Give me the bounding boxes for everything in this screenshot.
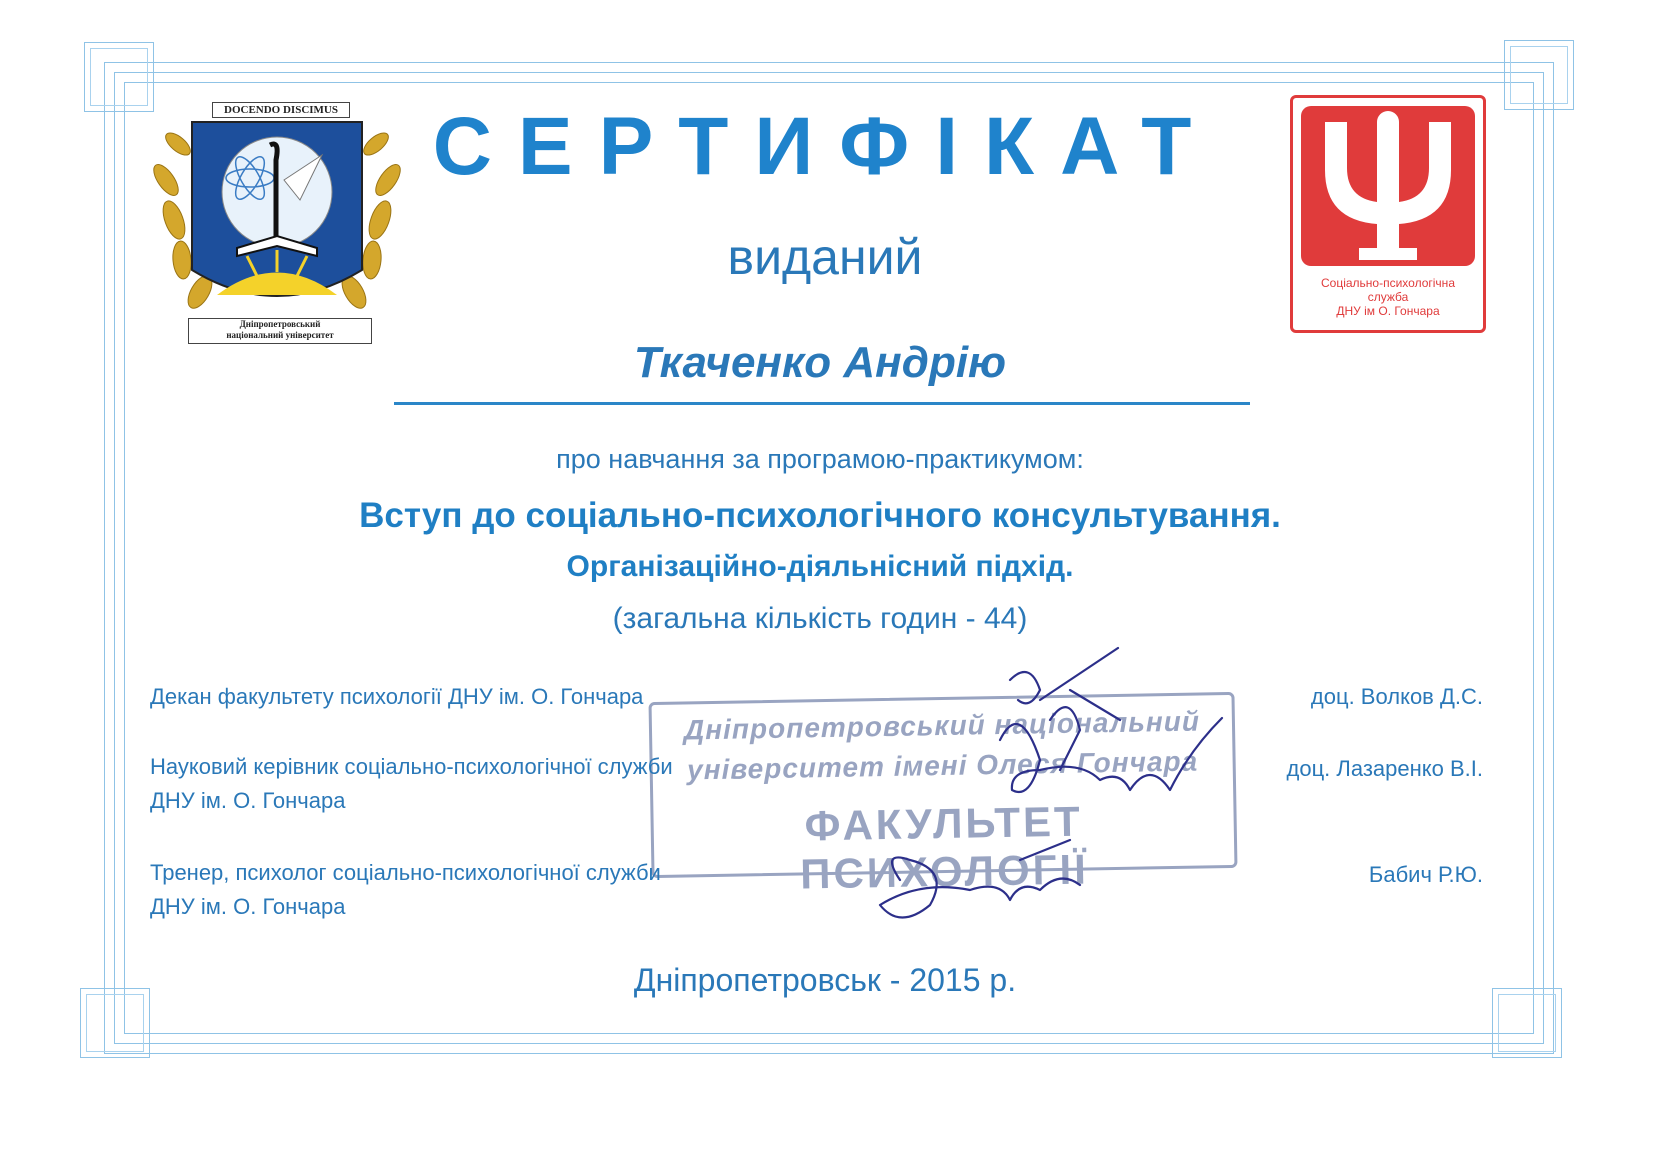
signatory-2-position-line2: ДНУ ім. О. Гончара	[150, 788, 346, 813]
emblem-motto: DOCENDO DISCIMUS	[212, 102, 350, 118]
service-logo-caption-line3: ДНУ ім О. Гончара	[1336, 304, 1440, 318]
stamp-line1: Дніпропетровський національний	[683, 705, 1201, 746]
recipient-name: Ткаченко Андрію	[633, 338, 1007, 387]
course-hours: (загальна кількість годин - 44)	[612, 602, 1028, 635]
signatory-2-position-line1: Науковий керівник соціально-психологічної служби	[150, 754, 673, 779]
official-stamp	[649, 692, 1238, 898]
issued-label: виданий	[727, 229, 923, 285]
signatory-3-position-line1: Тренер, психолог соціально-психологічної служби	[150, 860, 661, 885]
service-logo	[1290, 95, 1486, 333]
signatory-3-position-line2: ДНУ ім. О. Гончара	[150, 894, 346, 919]
program-intro: про навчання за програмою-практикумом:	[556, 444, 1084, 474]
signatory-2-position	[150, 750, 673, 818]
course-subtitle: Організаційно-діяльнісний підхід.	[566, 550, 1074, 583]
stamp-line2: університет імені Олеся Гончара	[686, 745, 1199, 786]
corner-bottom-right-inner	[1498, 994, 1556, 1052]
emblem-ribbon	[188, 318, 372, 344]
signatory-2-name: доц. Лазаренко В.І.	[1286, 756, 1483, 781]
university-emblem-icon	[152, 100, 402, 345]
service-logo-caption-line1: Соціально-психологічна	[1321, 276, 1455, 290]
corner-top-right-inner	[1510, 46, 1568, 104]
emblem-ribbon-line2: національний університет	[226, 330, 334, 340]
signatory-1-position-line1: Декан факультету психології ДНУ ім. О. Гончара	[150, 684, 644, 709]
certificate-title: СЕРТИФІКАТ	[432, 101, 1218, 192]
emblem-ribbon-line1: Дніпропетровський	[239, 319, 321, 329]
stamp-line3: ФАКУЛЬТЕТ ПСИХОЛОГІЇ	[799, 797, 1090, 898]
city-year: Дніпропетровськ - 2015 р.	[633, 962, 1017, 998]
service-logo-caption	[1293, 276, 1483, 318]
service-logo-caption-line2: служба	[1367, 290, 1409, 304]
recipient-underline	[394, 402, 1250, 405]
signatory-1-name: доц. Волков Д.С.	[1310, 684, 1483, 709]
signatory-3-position	[150, 856, 661, 924]
signatory-3-name: Бабич Р.Ю.	[1368, 862, 1483, 887]
corner-bottom-left-inner	[86, 994, 144, 1052]
signatory-1-position	[150, 680, 643, 714]
psi-logo-icon	[1293, 98, 1483, 273]
corner-top-left-inner	[90, 48, 148, 106]
course-title: Вступ до соціально-психологічного консультування.	[359, 496, 1281, 535]
